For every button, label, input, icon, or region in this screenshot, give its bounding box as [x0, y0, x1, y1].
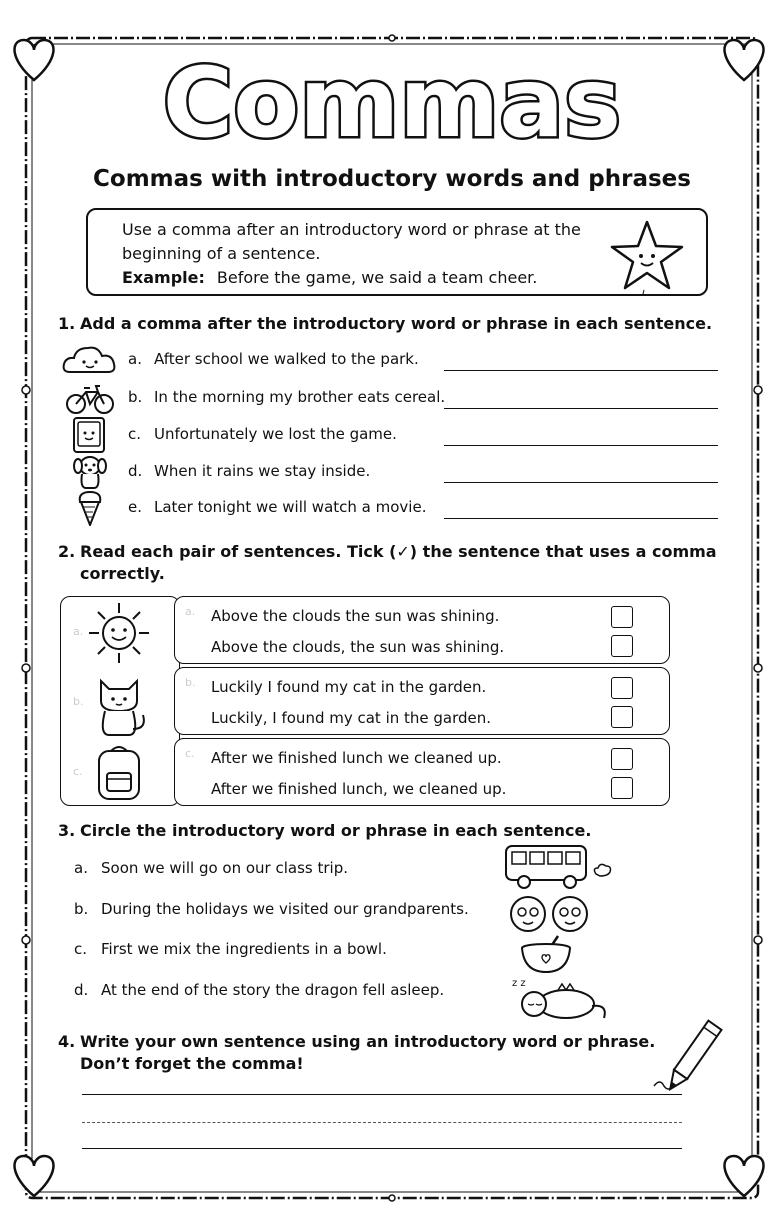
cat-icon	[87, 671, 151, 737]
q1-item: c. Unfortunately we lost the game.	[62, 417, 722, 453]
writing-line[interactable]	[82, 1094, 682, 1095]
title-text: Commas	[162, 48, 622, 158]
backpack-icon	[89, 743, 149, 803]
tick-checkbox[interactable]	[611, 706, 633, 728]
q1-instruction: 1. Add a comma after the introductory word or phrase in each sentence.	[58, 314, 713, 333]
answer-line[interactable]	[444, 408, 718, 409]
q1-sentence: Unfortunately we lost the game.	[154, 425, 397, 443]
q1-item: d. When it rains we stay inside.	[62, 454, 722, 490]
q1-sentence: After school we walked to the park.	[154, 350, 419, 368]
q1-item: a. After school we walked to the park.	[62, 342, 722, 378]
q2-sentence: After we finished lunch we cleaned up.	[211, 749, 502, 767]
grandparents-icon	[506, 894, 594, 934]
q1-sentence: Later tonight we will watch a movie.	[154, 498, 427, 516]
bicycle-icon	[62, 380, 118, 416]
q2-sentence: Luckily, I found my cat in the garden.	[211, 709, 492, 727]
tick-checkbox[interactable]	[611, 635, 633, 657]
example-text: Before the game, we said a team cheer.	[216, 268, 538, 287]
answer-line[interactable]	[444, 482, 718, 483]
answer-line[interactable]	[444, 445, 718, 446]
heart-icon	[725, 1156, 764, 1196]
q1-item: e. Later tonight we will watch a movie.	[62, 490, 722, 526]
pencil-icon	[652, 1016, 732, 1100]
game-box-icon	[62, 417, 118, 453]
q3-item[interactable]: c. First we mix the ingredients in a bowl.	[74, 940, 387, 958]
tick-checkbox[interactable]	[611, 777, 633, 799]
q3-instruction: 3. Circle the introductory word or phrase in each sentence.	[58, 821, 592, 840]
tick-checkbox[interactable]	[611, 677, 633, 699]
q3-item[interactable]: b. During the holidays we visited our grandparents.	[74, 900, 469, 918]
rule-box	[86, 208, 708, 296]
q2-icon-panel: a. b. c.	[60, 596, 180, 806]
q1-sentence: In the morning my brother eats cereal.	[154, 388, 446, 406]
puppy-icon	[62, 454, 118, 490]
q3-item[interactable]: d. At the end of the story the dragon fell asleep.	[74, 981, 445, 999]
svg-text:z z: z z	[512, 978, 526, 989]
q2-pair: b. Luckily I found my cat in the garden. Luckily, I found my cat in the garden.	[174, 667, 670, 735]
q3-item[interactable]: a. Soon we will go on our class trip.	[74, 859, 349, 877]
tick-checkbox[interactable]	[611, 748, 633, 770]
cloud-icon	[62, 342, 118, 378]
sun-icon	[83, 601, 155, 665]
mixing-bowl-icon	[518, 934, 576, 974]
q2-sentence: Above the clouds, the sun was shining.	[211, 638, 505, 656]
tick-checkbox[interactable]	[611, 606, 633, 628]
star-icon	[608, 218, 686, 294]
heart-icon	[15, 1156, 54, 1196]
ice-cream-icon	[62, 490, 118, 526]
example-label: Example:	[122, 268, 205, 287]
bus-icon	[500, 840, 616, 892]
q2-sentence: Above the clouds the sun was shining.	[211, 607, 500, 625]
rule-text: Use a comma after an introductory word or phrase at the beginning of a sentence.	[122, 220, 581, 263]
q2-pair: a. Above the clouds the sun was shining. Above the clouds, the sun was shining.	[174, 596, 670, 664]
page-title	[0, 48, 784, 158]
q1-sentence: When it rains we stay inside.	[154, 462, 371, 480]
q2-pair: c. After we finished lunch we cleaned up. After we finished lunch, we cleaned up.	[174, 738, 670, 806]
q2-instruction: 2. Read each pair of sentences. Tick (✓) the sentence that uses a comma correctly.	[58, 542, 717, 583]
answer-line[interactable]	[444, 518, 718, 519]
writing-line[interactable]	[82, 1148, 682, 1149]
answer-line[interactable]	[444, 370, 718, 371]
q2-sentence: After we finished lunch, we cleaned up.	[211, 780, 507, 798]
q4-instruction: 4. Write your own sentence using an introductory word or phrase. Don’t forget the comma!	[58, 1032, 656, 1073]
writing-guide-line	[82, 1122, 682, 1123]
page-subtitle: Commas with introductory words and phrases	[93, 166, 691, 192]
rule-example	[122, 268, 537, 287]
q1-item: b. In the morning my brother eats cereal.	[62, 380, 722, 416]
q2-sentence: Luckily I found my cat in the garden.	[211, 678, 487, 696]
sleeping-dragon-icon	[508, 974, 612, 1022]
